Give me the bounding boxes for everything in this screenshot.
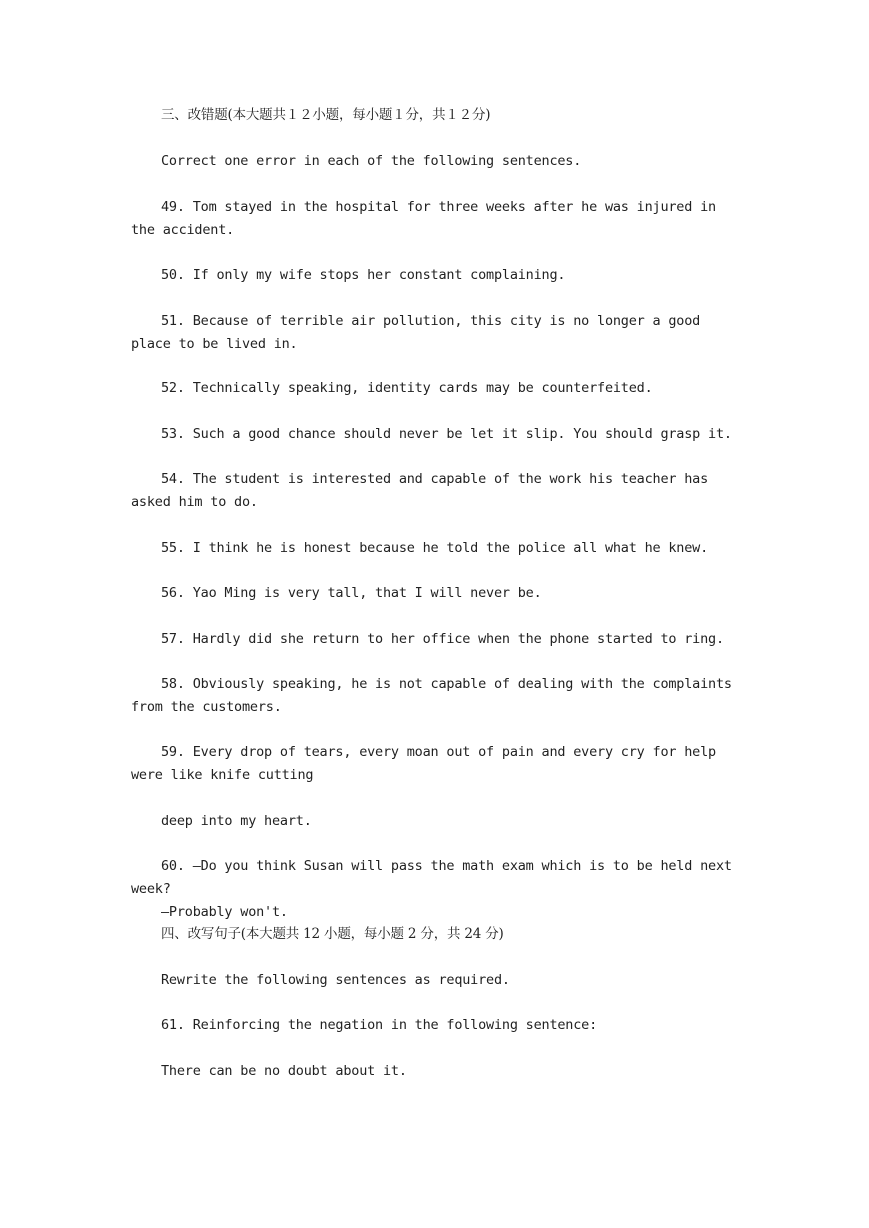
question-59: 59. Every drop of tears, every moan out of pain and every cry for help were like knife cutting	[131, 744, 724, 783]
question-58: 58. Obviously speaking, he is not capable of dealing with the complaints from the customers.	[131, 676, 740, 715]
question-55: 55. I think he is honest because he told the police all what he knew.	[161, 540, 709, 556]
section-4-instruction: Rewrite the following sentences as required.	[161, 972, 510, 988]
question-53: 53. Such a good chance should never be let it slip. You should grasp it.	[161, 426, 732, 442]
question-61: 61. Reinforcing the negation in the following sentence:	[161, 1017, 598, 1033]
section-3-instruction: Correct one error in each of the following sentences.	[161, 153, 582, 169]
section-4-heading: 四、改写句子(本大题共 12 小题，每小题 2 分，共 24 分)	[161, 926, 504, 942]
question-50: 50. If only my wife stops her constant complaining.	[161, 267, 566, 283]
section-3-heading: 三、改错题(本大题共１２小题，每小题１分，共１２分)	[161, 107, 491, 123]
question-60: 60. —Do you think Susan will pass the math exam which is to be held next week?	[131, 858, 740, 897]
question-54: 54. The student is interested and capable of the work his teacher has asked him to do.	[131, 471, 716, 510]
question-60-answer-line: —Probably won't.	[161, 904, 288, 920]
question-59-continuation: deep into my heart.	[161, 813, 312, 829]
question-49: 49. Tom stayed in the hospital for three weeks after he was injured in the accident.	[131, 199, 724, 238]
question-51: 51. Because of terrible air pollution, this city is no longer a good place to be lived in.	[131, 313, 709, 352]
question-56: 56. Yao Ming is very tall, that I will never be.	[161, 585, 542, 601]
question-57: 57. Hardly did she return to her office when the phone started to ring.	[161, 631, 724, 647]
question-61-sentence: There can be no doubt about it.	[161, 1063, 407, 1079]
question-52: 52. Technically speaking, identity cards may be counterfeited.	[161, 380, 653, 396]
